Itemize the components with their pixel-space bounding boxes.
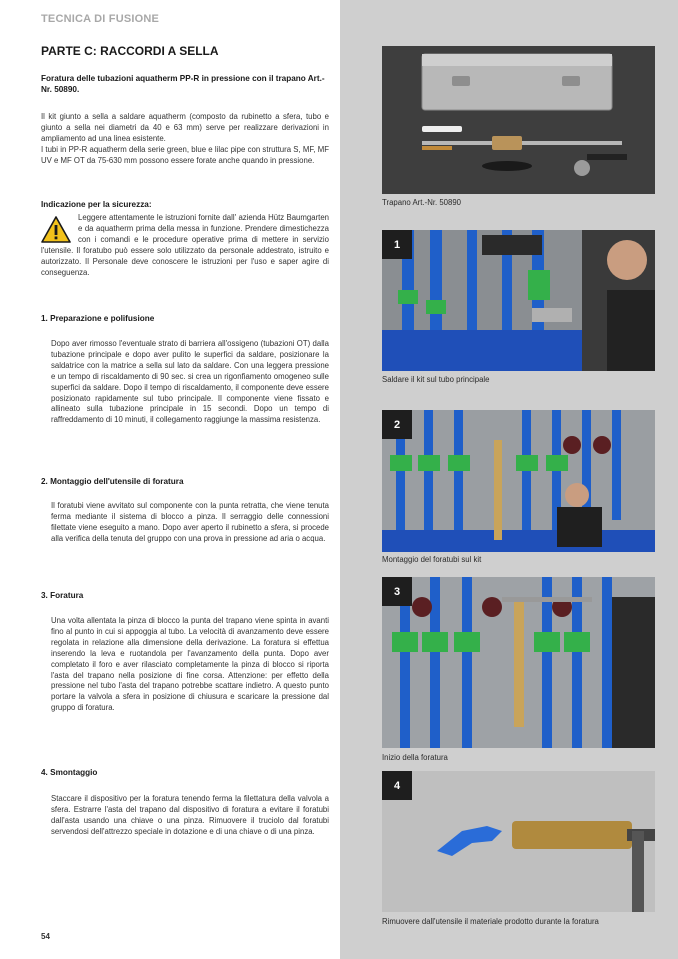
photo-caption-step-4: Rimuovere dall'utensile il materiale prodotto durante la foratura bbox=[382, 917, 599, 926]
section-3-title: 3. Foratura bbox=[41, 591, 84, 600]
step-badge-3: 3 bbox=[382, 577, 412, 606]
step-badge-2: 2 bbox=[382, 410, 412, 439]
safety-block bbox=[41, 213, 331, 278]
photo-caption-step-1: Saldare il kit sul tubo principale bbox=[382, 375, 490, 384]
section-1-text: Dopo aver rimosso l'eventuale strato di barriera all'ossigeno (tubazioni OT) dalla tubazione principale e dopo aver pulito le superfici da saldare, posizionare la saldatrice con la matrice a sella sul lato da saldare. Con una leggera pressione e un tempo di riscaldamento di 90 sec. si crea un rigonfiamento omogeneo sulle superfici da saldare. Dopo il tempo di riscaldamento, il componente deve essere posizionato rapidamente sul tubo principale. Il componente viene fissato e allineato sulla tubazione principale in 15 secondi. Dopo un tempo di raffreddamento di 10 minuti, il collegamento raggiunge la massima resistenza. bbox=[51, 339, 329, 425]
section-4-title: 4. Smontaggio bbox=[41, 768, 98, 777]
photo-step-3 bbox=[382, 577, 655, 748]
section-header: TECNICA DI FUSIONE bbox=[41, 13, 160, 25]
safety-title: Indicazione per la sicurezza: bbox=[41, 200, 152, 209]
intro-paragraph-1: Il kit giunto a sella a saldare aquatherm (composto da rubinetto a sfera, tubo e giunto a sella nei diametri da 40 e 63 mm) serve per realizzare derivazioni in ampliamento ad una linea esistente. bbox=[41, 112, 329, 143]
intro-paragraph-2: I tubi in PP-R aquatherm della serie green, blue e lilac pipe con struttura S, MF, MF UV e MF OT da 75-630 mm possono essere forate anche quando in pressione. bbox=[41, 145, 329, 165]
photo-caption-drill-kit: Trapano Art.-Nr. 50890 bbox=[382, 198, 462, 207]
photo-drill-kit bbox=[382, 46, 655, 194]
photo-caption-step-3: Inizio della foratura bbox=[382, 753, 448, 762]
section-3-text: Una volta allentata la pinza di blocco la punta del trapano viene spinta in avanti fino al punto in cui si appoggia al tubo. La velocità di avanzamento deve essere regolata in relazione alla dimensione della derivazione. La foratura si effettua inserendo la leva e ruotandola per l'avanzamento della punta. Dopo aver completato il foro e aver rilasciato completamente la pinza di blocco si riporta l'asta del trapano nella posizione di fine corsa. Attenzione: per effetto della pressione nel tubo l'asta del trapano potrebbe scattare indietro. A questo punto portare la valvola a sfera in posizione di chiusura e scaricare la pressione dal gruppo di foratura. bbox=[51, 616, 329, 713]
section-2-text: Il foratubi viene avvitato sul componente con la punta retratta, che viene tenuta ferma mediante il sistema di blocco a pinza. Il serraggio delle connessioni filettate viene eseguito a mano. Dopo aver aperto il rubinetto a sfera, si procede alla verifica della tenuta del gruppo con una prova in pressione ad aria o acqua. bbox=[51, 501, 329, 543]
section-1-title: 1. Preparazione e polifusione bbox=[41, 314, 155, 323]
photo-caption-step-2: Montaggio del foratubi sul kit bbox=[382, 555, 482, 564]
section-2-title: 2. Montaggio dell'utensile di foratura bbox=[41, 477, 184, 486]
section-4-text: Staccare il dispositivo per la foratura tenendo ferma la filettatura della valvola a sfera. Estrarre l'asta del trapano dal dispositivo di foratura a evitare il foratubi dall'asta usando una chiave o una pinza. Rimuovere il truciolo dal foratubi servendosi dell'attrezzo speciale in dotazione e di una chiave o di una pinza. bbox=[51, 794, 329, 836]
photo-step-2 bbox=[382, 410, 655, 552]
safety-text: Leggere attentamente le istruzioni fornite dall' azienda Hütz Baumgarten e da aquatherm prima della messa in funzione. Prendere dimestichezza con i comandi e le procedure operative prima di mettere in servizio l'utensile. Il foratubo può essere solo utilizzato da personale addestrato, istruito e autorizzato. Il Personale deve conoscere le istruzioni per l'uso e saper agire di conseguenza. bbox=[41, 213, 329, 277]
lead-heading: Foratura delle tubazioni aquatherm PP-R in pressione con il trapano Art.-Nr. 50890. bbox=[41, 74, 325, 94]
page-title: PARTE C: RACCORDI A SELLA bbox=[41, 44, 219, 58]
photo-step-1 bbox=[382, 230, 655, 371]
photo-step-4 bbox=[382, 771, 655, 912]
step-badge-4: 4 bbox=[382, 771, 412, 800]
page-number: 54 bbox=[41, 932, 50, 941]
step-badge-1: 1 bbox=[382, 230, 412, 259]
